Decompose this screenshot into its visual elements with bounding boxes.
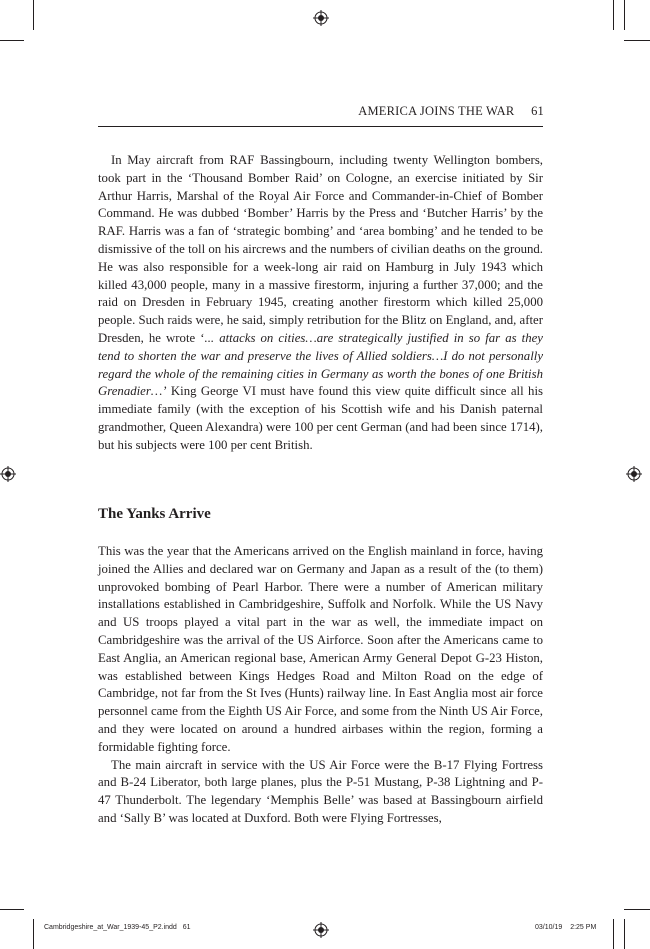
header-rule	[98, 126, 543, 127]
slug-filename: Cambridgeshire_at_War_1939-45_P2.indd	[44, 924, 177, 931]
registration-mark-top-icon	[313, 10, 329, 26]
slug-timestamp	[535, 924, 596, 931]
registration-mark-left-icon	[0, 466, 16, 482]
body-paragraph-1	[98, 152, 543, 455]
slug-date: 03/10/19	[535, 924, 563, 931]
crop-mark-bottom-right-h	[624, 909, 650, 910]
section-body	[98, 543, 543, 828]
registration-mark-right-icon	[626, 466, 642, 482]
crop-mark-bottom-right-v	[613, 919, 614, 949]
running-head-title: AMERICA JOINS THE WAR	[358, 104, 515, 118]
paragraph-1-text: In May aircraft from RAF Bassingbourn, including twenty Wellington bombers, took part in the ‘Thousand Bomber Raid’ on Cologne, an exercise initiated by Sir Arthur Harris, Marshal of the Royal Air Force and Commander-in-Chief of Bomber Command. He was dubbed ‘Bomber’ Harris by the Press and ‘Butcher Harris’ by the RAF. Harris was a fan of ‘strategic bombing’ and ‘area bombing’ and he tended to be dismissive of the toll on his aircrews and the numbers of civilian deaths on the ground. He was also responsible for a week-long air raid on Hamburg in July 1943 which killed 43,000 people, many in a massive firestorm, injuring a further 37,000; and the raid on Dresden in February 1945, creating another firestorm which killed 25,000 people. Such raids were, he said, simply retribution for the Blitz on England, and, after Dresden, he wrote ‘	[98, 153, 543, 345]
crop-mark-top-left-h	[0, 40, 24, 41]
crop-mark-top-right-h	[624, 40, 650, 41]
crop-mark-top-left-v	[33, 0, 34, 30]
harris-quote: ... attacks on cities…are strategically justified in so far as they tend to shorten the war and preserve the lives of Allied soldiers…I do not personally regard the whole of the remaining cities in Germany as worth the bones of one British Grenadier…’	[98, 330, 543, 399]
slug-page: 61	[182, 924, 191, 931]
page-number: 61	[531, 104, 544, 118]
registration-mark-bottom-icon	[313, 922, 329, 938]
crop-mark-top-right-v	[613, 0, 614, 30]
crop-mark-bottom-right-v2	[624, 919, 625, 949]
crop-mark-top-right-v2	[624, 0, 625, 30]
paragraph-1-continuation: King George VI must have found this view quite difficult since all his immediate family (with the exception of his Scottish wife and his Danish paternal grandmother, Queen Alexandra) were 100 per cent German (and had been since 1714), but his subjects were 100 per cent British.	[98, 384, 543, 452]
crop-mark-bottom-left-v	[33, 919, 34, 949]
body-paragraph-3: The main aircraft in service with the US Air Force were the B-17 Flying Fortress and B-24 Liberator, both large planes, plus the P-51 Mustang, P-38 Lightning and P-47 Thunderbolt. The legendary ‘Memphis Belle’ was based at Bassingbourn airfield and ‘Sally B’ was located at Duxford. Both were Flying Fortresses,	[98, 757, 543, 825]
crop-mark-bottom-left-h	[0, 909, 24, 910]
slug-time: 2:25 PM	[570, 924, 597, 931]
slug-file-info	[44, 924, 191, 931]
body-paragraph-2: This was the year that the Americans arrived on the English mainland in force, having joined the Allies and declared war on Germany and Japan as a result of the (to them) unprovoked bombing of Pearl Harbor. There were a number of American military installations established in Cambridgeshire, Suffolk and Norfolk. While the US Navy and US troops played a vital part in the war as well, the immediate impact on Cambridgeshire was the arrival of the US Airforce. Soon after the Americans came to East Anglia, an American regional base, American Army General Depot G-23 Histon, was established between Kings Hedges Road and Milton Road on the edge of Cambridge, not far from the St Ives (Hunts) railway line. In East Anglia most air force personnel came from the Eighth US Air Force, and some from the Ninth US Air Force, and they were located on around a hundred airbases within the region, forming a formidable fighting force.	[98, 544, 543, 754]
section-heading: The Yanks Arrive	[98, 506, 211, 522]
running-head	[358, 104, 544, 119]
